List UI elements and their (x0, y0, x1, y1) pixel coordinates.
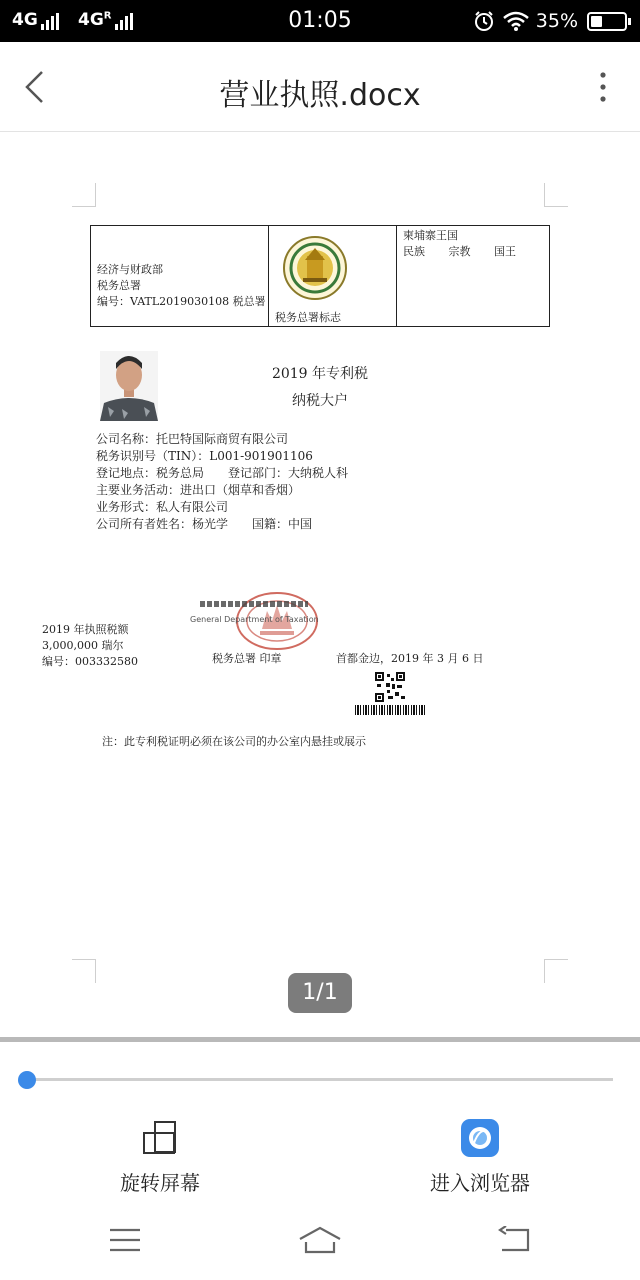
rotate-screen-button[interactable] (100, 1117, 220, 1207)
document-title: 营业执照.docx (219, 78, 421, 113)
place-and-date: 首都金边，2019 年 3 月 6 日 (336, 652, 484, 665)
ministry-name: 经济与财政部 (97, 263, 163, 276)
emblem-caption: 税务总署标志 (275, 311, 341, 324)
stamp-caption: 税务总署 印章 (212, 652, 282, 665)
page-corner-mark (544, 183, 568, 207)
header-middle-cell (269, 226, 397, 326)
more-options-icon[interactable] (596, 70, 610, 106)
rotate-screen-label: 旋转屏幕 (120, 1171, 200, 1195)
page-corner-mark (72, 959, 96, 983)
alarm-icon (473, 10, 495, 32)
header-left-cell (91, 226, 269, 326)
barcode (355, 705, 427, 715)
status-bar (0, 0, 640, 42)
certificate-title: 2019 年专利税 (271, 366, 369, 382)
kingdom-name: 柬埔寨王国 (403, 229, 458, 242)
fee-year: 2019 年执照税额 (42, 623, 129, 636)
fee-amount: 3,000,000 瑞尔 (42, 639, 124, 652)
document-viewer[interactable] (0, 133, 640, 1038)
stamp-english-text: General Department of Taxation (190, 615, 319, 624)
page-corner-mark (544, 959, 568, 983)
wifi-icon (503, 11, 529, 31)
display-note: 注：此专利税证明必须在该公司的办公室内悬挂或展示 (102, 735, 366, 748)
department-name: 税务总署 (97, 279, 141, 292)
motto-word: 国王 (494, 245, 516, 258)
clock: 01:05 (288, 8, 352, 33)
page-slider-knob[interactable] (18, 1071, 36, 1089)
qr-code-icon (375, 672, 405, 702)
rotate-screen-icon (141, 1119, 179, 1157)
certificate-subtitle: 纳税大户 (292, 393, 348, 409)
page-slider-track[interactable] (27, 1078, 613, 1081)
motto-word: 民族 (403, 245, 425, 258)
page-indicator: 1/1 (288, 973, 352, 1013)
tax-department-emblem-icon (281, 234, 349, 302)
license-fee-block (42, 622, 138, 670)
network-type-1: 4G (12, 10, 38, 30)
motto-word: 宗教 (448, 245, 471, 258)
fee-number: 编号：003332580 (42, 655, 138, 668)
company-details (96, 431, 348, 533)
battery-percent: 35% (535, 10, 578, 32)
roaming-indicator: R (103, 10, 112, 22)
official-stamp (190, 591, 330, 651)
ministry-block (97, 262, 266, 310)
owner-photo (100, 351, 158, 421)
battery-icon (587, 12, 627, 31)
company-name-field: 公司名称：托巴特国际商贸有限公司 (96, 432, 289, 446)
home-icon[interactable] (298, 1225, 342, 1255)
business-activity-field: 主要业务活动：进出口（烟草和香烟） (96, 483, 301, 497)
national-motto (403, 244, 543, 260)
open-in-browser-button[interactable] (415, 1117, 545, 1207)
document-number: 编号：VATL2019030108 税总署 (97, 295, 266, 308)
owner-field: 公司所有者姓名：杨光学 国籍：中国 (96, 517, 313, 531)
app-bar (0, 42, 640, 132)
header-right-cell (397, 226, 549, 326)
certificate-header-table (90, 225, 550, 327)
khmer-script-line (200, 601, 308, 607)
page-corner-mark (72, 183, 96, 207)
bottom-toolbar (0, 1042, 640, 1280)
menu-icon[interactable] (108, 1227, 142, 1253)
back-nav-icon[interactable] (498, 1226, 532, 1254)
network-type-2: 4G (78, 10, 104, 30)
browser-icon (461, 1119, 499, 1157)
open-in-browser-label: 进入浏览器 (430, 1171, 530, 1195)
tin-field: 税务识别号（TIN）：L001-901901106 (96, 449, 313, 463)
registration-field: 登记地点：税务总局 登记部门：大纳税人科 (96, 466, 349, 480)
business-form-field: 业务形式：私人有限公司 (96, 500, 229, 514)
